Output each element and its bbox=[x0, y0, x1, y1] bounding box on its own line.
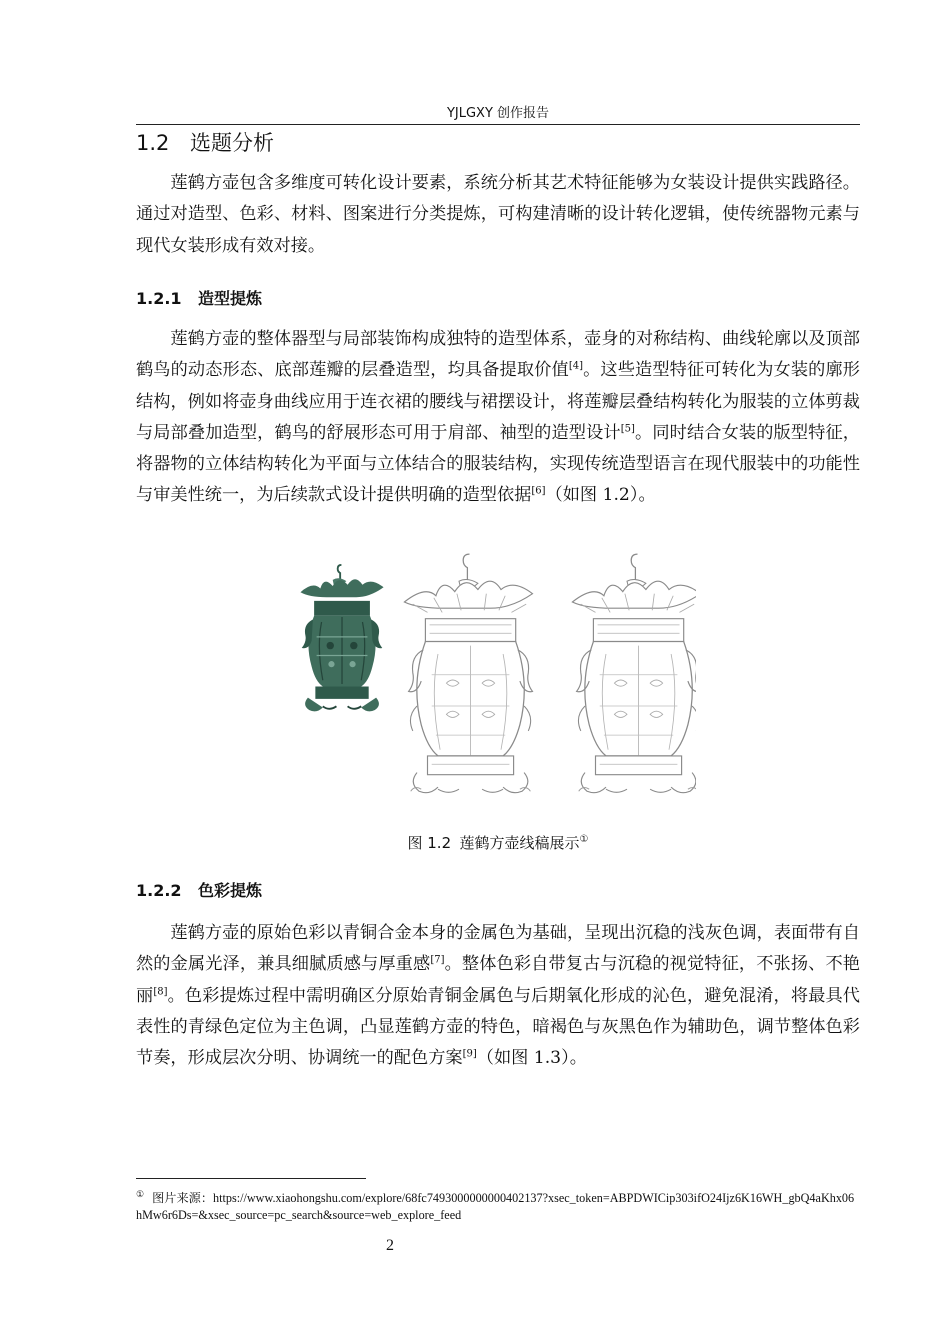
subsection-number: 1.2.1 bbox=[136, 289, 182, 308]
shape-text-2: 。这些造型特征可转化为女装的廓形结构，例如将壶身曲线应用于连衣裙的腰线与裙摆设计，将莲瓣层叠结构转化为服装的立体剪裁与局部叠加造型，鹤鸟的舒展形态可用于肩部、袖型的造型设计 bbox=[136, 360, 860, 443]
footnote-text: 图片来源：https://www.xiaohongshu.com/explore/68fc7493000000000402137?xsec_token=ABPDWICip303ifO24Ijz6K16WH_gbQ4aKhx06hMw6r6Ds=&xsec_source=pc_search&source=web_explore_feed bbox=[136, 1191, 855, 1223]
bronze-photo bbox=[300, 565, 383, 711]
figure-title: 莲鹤方壶线稿展示 bbox=[459, 834, 580, 852]
citation-4: [4] bbox=[568, 360, 583, 372]
subsection-number: 1.2.2 bbox=[136, 881, 182, 900]
subsection-title: 色彩提炼 bbox=[198, 881, 263, 900]
shape-paragraph bbox=[136, 324, 860, 512]
citation-6: [6] bbox=[531, 485, 546, 497]
subsection-title: 造型提炼 bbox=[198, 289, 263, 308]
subsection-heading-color bbox=[136, 880, 262, 902]
subsection-heading-shape bbox=[136, 288, 262, 310]
figure-number: 图 1.2 bbox=[407, 834, 452, 852]
color-paragraph bbox=[136, 918, 860, 1074]
color-text-1: 莲鹤方壶的原始色彩以青铜合金本身的金属色为基础，呈现出沉稳的浅灰色调，表面带有自然的金属光泽，兼具细腻质感与厚重感 bbox=[136, 923, 860, 975]
shape-text-3: 。同时结合女装的版型特征，将器物的立体结构转化为平面与立体结合的服装结构，实现传统造型语言在现代服装中的功能性与审美性统一，为后续款式设计提供明确的造型依据 bbox=[136, 422, 860, 506]
intro-paragraph: 莲鹤方壶包含多维度可转化设计要素，系统分析其艺术特征能够为女装设计提供实践路径。通过对造型、色彩、材料、图案进行分类提炼，可构建清晰的设计转化逻辑，使传统器物元素与现代女装形成有效对接。 bbox=[136, 173, 860, 256]
citation-9: [9] bbox=[462, 1048, 477, 1060]
running-header: YJLGXY 创作报告 bbox=[446, 106, 550, 121]
citation-7: [7] bbox=[430, 954, 445, 966]
citation-5: [5] bbox=[620, 423, 635, 435]
figure-note-mark: ① bbox=[579, 834, 589, 845]
color-text-2: 。整体色彩自带复古与沉稳的视觉特征，不张扬、不艳丽 bbox=[136, 954, 860, 1006]
section-title: 选题分析 bbox=[190, 131, 274, 155]
line-drawing-side bbox=[572, 554, 696, 793]
figure-lianhe-fanghu bbox=[296, 544, 696, 816]
line-drawing-front bbox=[404, 554, 532, 793]
section-heading bbox=[136, 129, 274, 157]
figure-caption bbox=[136, 832, 860, 854]
color-text-3: 。色彩提炼过程中需明确区分原始青铜金属色与后期氧化形成的沁色，避免混淆，将最具代表性的青绿色定位为主色调，凸显莲鹤方壶的特色，暗褐色与灰黑色作为辅助色，调节整体色彩节奏，形成层次分明、协调统一的配色方案 bbox=[136, 985, 860, 1069]
header-rule bbox=[136, 124, 860, 125]
footnote-rule bbox=[136, 1178, 366, 1179]
section-number: 1.2 bbox=[136, 131, 170, 155]
shape-text-1: 莲鹤方壶的整体器型与局部装饰构成独特的造型体系，壶身的对称结构、曲线轮廓以及顶部鹤鸟的动态形态、底部莲瓣的层叠造型，均具备提取价值 bbox=[136, 329, 860, 381]
shape-text-4: （如图 1.2）。 bbox=[545, 485, 656, 506]
citation-8: [8] bbox=[153, 985, 168, 997]
footnote bbox=[136, 1186, 860, 1224]
footnote-mark: ① bbox=[136, 1189, 145, 1199]
color-text-4: （如图 1.3）。 bbox=[476, 1048, 587, 1069]
page-number: 2 bbox=[386, 1237, 394, 1254]
